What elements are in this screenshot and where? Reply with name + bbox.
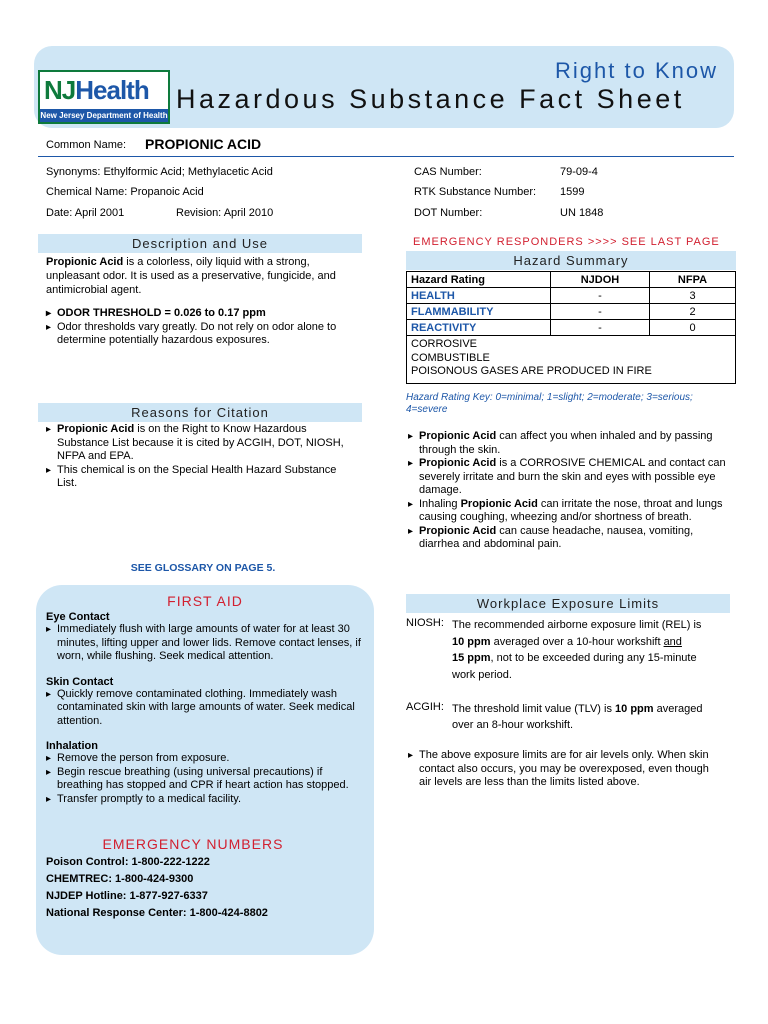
inhalation-heading: Inhalation xyxy=(46,740,98,752)
acgih-line: The threshold limit value (TLV) is xyxy=(452,703,616,715)
health-effects xyxy=(408,430,726,552)
inhalation-item: ▸ Transfer promptly to a medical facility. xyxy=(46,793,364,807)
synonyms: Synonyms: Ethylformic Acid; Methylacetic Acid xyxy=(46,166,273,178)
hazard-note: POISONOUS GASES ARE PRODUCED IN FIRE xyxy=(411,365,652,377)
cas-label: CAS Number: xyxy=(414,166,482,178)
dot-label: DOT Number: xyxy=(414,207,483,219)
emergency-numbers-heading: EMERGENCY NUMBERS xyxy=(102,836,284,852)
effect-pre: Inhaling xyxy=(419,497,461,510)
citation-item1-text: is on the Right to Know Hazardous Substance List because it is cited by ACGIH, DOT, NIOSH, NFPA and EPA. xyxy=(57,423,344,462)
effect-text: can affect you when inhaled and by passing through the skin. xyxy=(419,430,713,456)
list-item xyxy=(408,430,726,457)
niosh-line: work period. xyxy=(452,668,512,681)
header-divider xyxy=(38,156,734,157)
col-njdoh: NJDOH xyxy=(551,272,650,288)
niosh-text xyxy=(452,617,742,683)
col-nfpa: NFPA xyxy=(650,272,736,288)
rtk-value: 1599 xyxy=(560,186,585,198)
hazard-njdoh: - xyxy=(551,288,650,304)
emergency-numbers-list xyxy=(46,854,268,922)
common-name-label: Common Name: xyxy=(46,139,127,151)
date: Date: April 2001 xyxy=(46,207,125,219)
emergency-responders-note: EMERGENCY RESPONDERS >>>> SEE LAST PAGE xyxy=(413,236,720,248)
effect-substance: Propionic Acid xyxy=(419,524,497,537)
logo-nj: NJ xyxy=(44,75,76,105)
niosh-line: , not to be exceeded during any 15-minute xyxy=(490,652,697,664)
hazard-nfpa: 0 xyxy=(650,320,736,336)
skin-contact-text: ▸ Quickly remove contaminated clothing. Immediately wash contaminated skin with large amounts of water. Seek medical attention. xyxy=(46,688,364,729)
acgih-label: ACGIH: xyxy=(406,701,444,713)
logo-subtitle: New Jersey Department of Health xyxy=(40,111,168,120)
rtk-label: RTK Substance Number: xyxy=(414,186,537,198)
glossary-link[interactable]: SEE GLOSSARY ON PAGE 5. xyxy=(130,562,276,574)
inhalation-item: ▸ Begin rescue breathing (using universal precautions) if breathing has stopped and CPR if heart action has stopped. xyxy=(46,766,364,793)
table-row xyxy=(407,304,736,320)
first-aid-body xyxy=(46,611,364,806)
acgih-text xyxy=(452,701,742,733)
hazard-table-header xyxy=(407,272,736,288)
description-heading: Description and Use xyxy=(38,234,362,253)
chemtrec-number: CHEMTREC: 1-800-424-9300 xyxy=(46,873,194,885)
effect-substance: Propionic Acid xyxy=(419,430,497,442)
common-name-value: PROPIONIC ACID xyxy=(145,136,262,152)
hazard-name: FLAMMABILITY xyxy=(407,304,551,320)
hazard-name: HEALTH xyxy=(407,288,551,304)
hazard-summary-heading: Hazard Summary xyxy=(406,251,736,270)
chemical-name: Chemical Name: Propanoic Acid xyxy=(46,186,204,198)
national-response-number: National Response Center: 1-800-424-8802 xyxy=(46,907,268,919)
hazard-nfpa: 3 xyxy=(650,288,736,304)
substance-name: Propionic Acid xyxy=(46,256,124,268)
citation-item xyxy=(46,423,358,464)
citation-body xyxy=(46,423,358,491)
dot-value: UN 1848 xyxy=(560,207,604,219)
niosh-stel-value: 15 ppm xyxy=(452,652,491,664)
effect-text: is a CORROSIVE CHEMICAL and contact can severely irritate and burn the skin and eyes with possible eye damage. xyxy=(419,457,726,496)
niosh-line: averaged over a 10-hour workshift xyxy=(490,635,664,648)
nj-health-logo xyxy=(38,70,170,124)
hazard-njdoh: - xyxy=(551,304,650,320)
revision: Revision: April 2010 xyxy=(176,207,274,219)
list-item xyxy=(408,498,726,525)
effect-text: can cause headache, nausea, vomiting, diarrhea and abdominal pain. xyxy=(419,524,694,550)
eye-contact-text: ▸ Immediately flush with large amounts of water for at least 30 minutes, lifting upper and lower lids. Remove contact lenses, if worn, while flushing. Seek medical attention. xyxy=(46,623,364,664)
njdep-hotline-number: NJDEP Hotline: 1-877-927-6337 xyxy=(46,890,208,902)
hazard-nfpa: 2 xyxy=(650,304,736,320)
odor-note: ▸ Odor thresholds vary greatly. Do not rely on odor alone to determine potentially hazardous exposures. xyxy=(46,321,356,348)
citation-substance: Propionic Acid xyxy=(57,423,135,435)
description-text: is a colorless, oily liquid with a strong, unpleasant odor. It is used as a preservative, fungicide, and antimicrobial agent. xyxy=(46,256,336,296)
citation-item2: ▸ This chemical is on the Special Health Hazard Substance List. xyxy=(46,464,358,491)
first-aid-heading: FIRST AID xyxy=(167,593,243,609)
hazard-note: CORROSIVE xyxy=(411,338,478,350)
citation-heading: Reasons for Citation xyxy=(38,403,362,422)
odor-threshold: ▸ ODOR THRESHOLD = 0.026 to 0.17 ppm xyxy=(46,307,356,321)
skin-contact-heading: Skin Contact xyxy=(46,675,114,688)
exposure-note-text: ▸ The above exposure limits are for air levels only. When skin contact also occurs, you may be overexposed, even though air levels are less than the limits listed above. xyxy=(408,749,724,790)
description-body xyxy=(46,255,356,348)
hazard-notes-row xyxy=(407,336,736,384)
col-hazard-rating: Hazard Rating xyxy=(407,272,551,288)
eye-contact-heading: Eye Contact xyxy=(46,611,110,623)
hazard-name: REACTIVITY xyxy=(407,320,551,336)
logo-health: Health xyxy=(75,75,149,105)
niosh-line: The recommended airborne exposure limit (REL) is xyxy=(452,619,702,631)
niosh-and: and xyxy=(663,635,682,648)
cas-value: 79-09-4 xyxy=(560,166,598,178)
table-row xyxy=(407,288,736,304)
acgih-line: over an 8-hour workshift. xyxy=(452,719,574,731)
exposure-note xyxy=(408,749,724,790)
hazard-table xyxy=(406,271,736,384)
inhalation-item: ▸ Remove the person from exposure. xyxy=(46,752,364,766)
acgih-line: averaged xyxy=(653,703,703,715)
table-row xyxy=(407,320,736,336)
exposure-limits-heading: Workplace Exposure Limits xyxy=(406,594,730,613)
poison-control-number: Poison Control: 1-800-222-1222 xyxy=(46,856,210,868)
niosh-rel-value: 10 ppm xyxy=(452,635,491,648)
hazard-njdoh: - xyxy=(551,320,650,336)
hazard-note: COMBUSTIBLE xyxy=(411,351,490,364)
acgih-tlv-value: 10 ppm xyxy=(615,703,654,715)
hazard-rating-key: Hazard Rating Key: 0=minimal; 1=slight; 2=moderate; 3=serious; 4=severe xyxy=(406,392,693,415)
list-item xyxy=(408,525,726,552)
page-title: Hazardous Substance Fact Sheet xyxy=(176,84,685,114)
list-item xyxy=(408,457,726,498)
effect-substance: Propionic Acid xyxy=(419,457,497,469)
effect-substance: Propionic Acid xyxy=(460,497,538,510)
right-to-know-title: Right to Know xyxy=(555,58,718,83)
effect-text: can irritate the nose, throat and lungs causing coughing, wheezing and/or shortness of breath. xyxy=(419,497,723,523)
niosh-label: NIOSH: xyxy=(406,617,444,629)
